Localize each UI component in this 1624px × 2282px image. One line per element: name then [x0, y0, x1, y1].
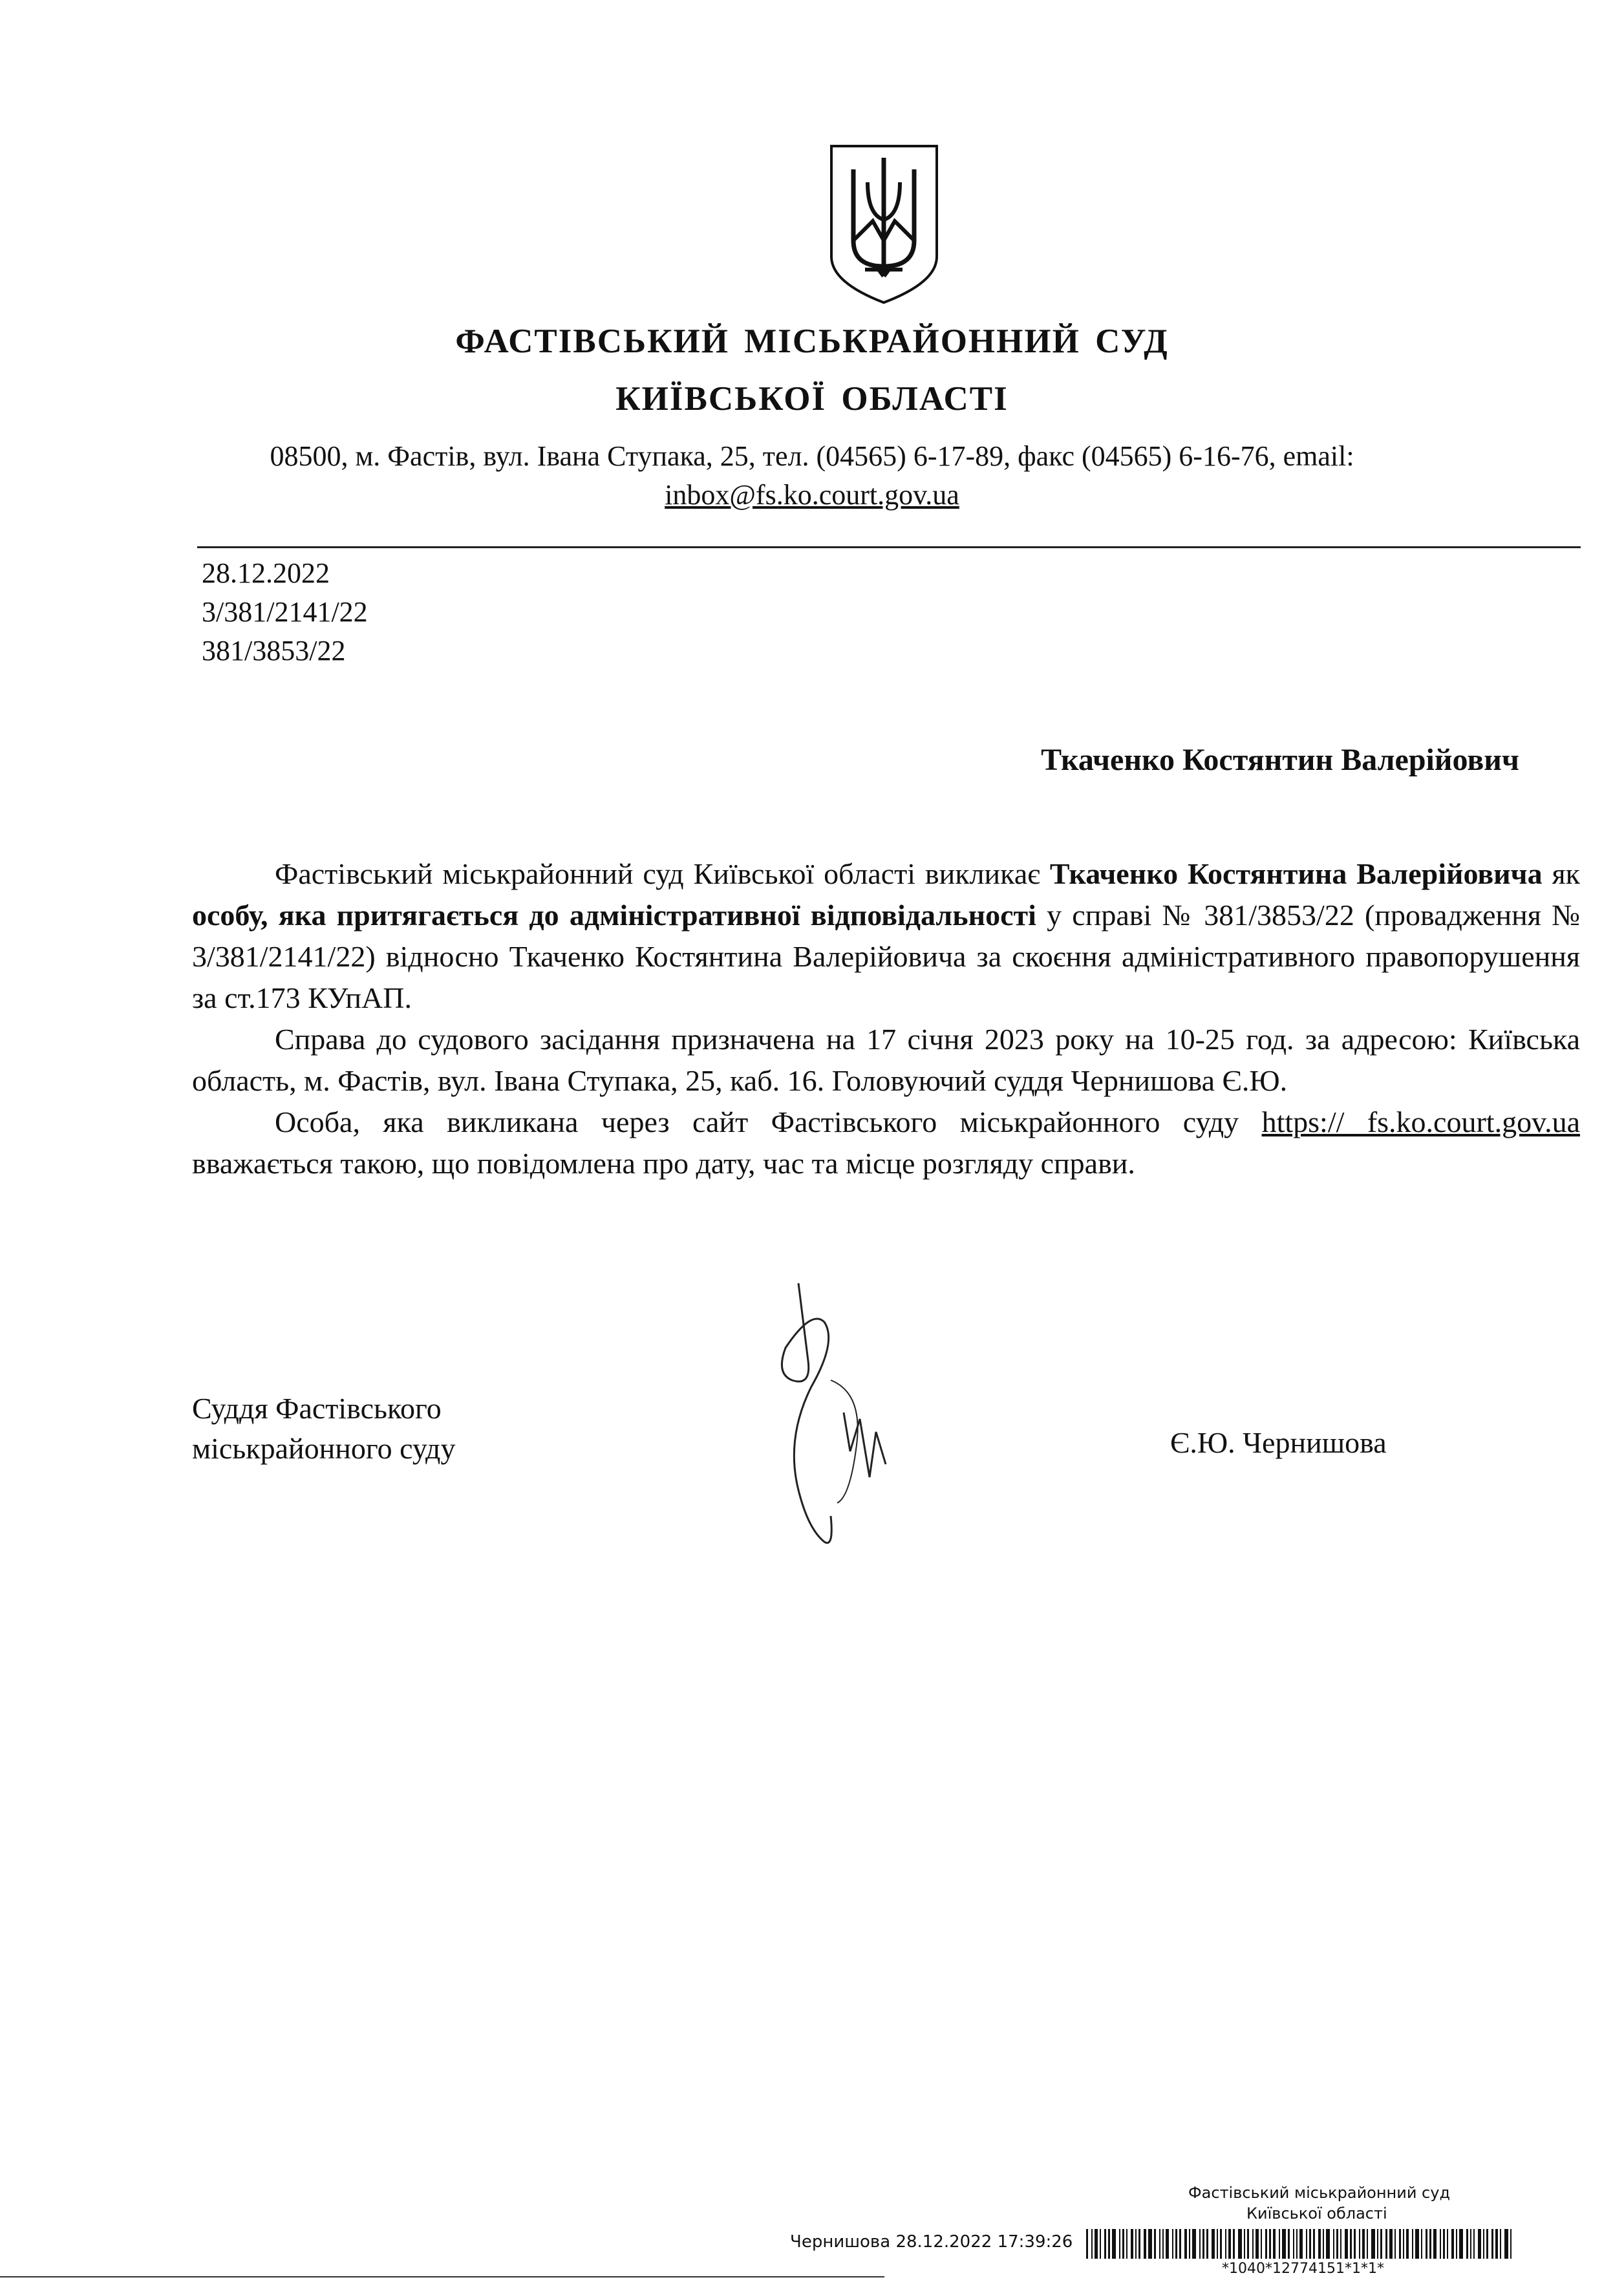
barcode-bar: [1443, 2229, 1445, 2259]
barcode-bar: [1350, 2229, 1352, 2259]
court-name-line1: ФАСТІВСЬКИЙ МІСЬКРАЙОННИЙ СУД: [455, 323, 1169, 360]
barcode-bar: [1510, 2229, 1512, 2259]
judge-title: [192, 1389, 455, 1469]
barcode-bar: [1483, 2229, 1484, 2259]
barcode-bar: [1394, 2229, 1396, 2259]
barcode-bar: [1159, 2229, 1160, 2259]
barcode-bar: [1447, 2229, 1448, 2259]
footer-court-line1: Фастівський міськрайонний суд: [1188, 2184, 1451, 2202]
barcode-bar: [1175, 2229, 1177, 2259]
barcode-bar: [1228, 2229, 1231, 2259]
barcode-bar: [1148, 2229, 1152, 2259]
barcode-bar: [1296, 2229, 1298, 2259]
recipient-name: Ткаченко Костянтин Валерійович: [1041, 743, 1519, 777]
barcode-bar: [1500, 2229, 1501, 2259]
court-address: 08500, м. Фастів, вул. Івана Ступака, 25, тел. (04565) 6-17-89, факс (04565) 6-16-76, email:: [270, 440, 1354, 472]
barcode-bar: [1220, 2229, 1222, 2259]
e-signature-stamp: Чернишова 28.12.2022 17:39:26: [790, 2232, 1073, 2252]
letter-date: 28.12.2022: [202, 557, 330, 589]
barcode-bar: [1456, 2229, 1457, 2259]
p3-text-a: Особа, яка викликана через сайт Фастівського міськрайонного суду: [275, 1105, 1262, 1138]
barcode-bar: [1371, 2229, 1375, 2259]
barcode-bar: [1380, 2229, 1382, 2259]
barcode-bar: [1495, 2229, 1498, 2259]
barcode-bar: [1086, 2229, 1088, 2259]
barcode-bar: [1179, 2229, 1181, 2259]
barcode-bar: [1406, 2229, 1409, 2259]
court-website-link[interactable]: https:// fs.ko.court.gov.ua: [1261, 1105, 1580, 1138]
barcode-bar: [1122, 2229, 1124, 2259]
barcode-bar: [1282, 2229, 1286, 2259]
paragraph-3: [192, 1102, 1580, 1184]
barcode-bar: [1172, 2229, 1173, 2259]
barcode-bar: [1095, 2229, 1098, 2259]
p1-recipient-bold: Ткаченко Костянтина Валерійовича: [1049, 857, 1543, 890]
judge-name: Є.Ю. Чернишова: [1170, 1426, 1387, 1459]
barcode-bar: [1112, 2229, 1116, 2259]
p3-text-b: вважається такою, що повідомлена про дату, час та місце розгляду справи.: [192, 1147, 1135, 1180]
barcode-bar: [1166, 2229, 1169, 2259]
barcode-bar: [1189, 2229, 1190, 2259]
bottom-divider: [0, 2276, 884, 2277]
barcode-bar: [1192, 2229, 1196, 2259]
barcode-bar: [1440, 2229, 1441, 2259]
barcode-bar: [1336, 2229, 1338, 2259]
barcode-bar: [1206, 2229, 1208, 2259]
barcode-bar: [1309, 2229, 1311, 2259]
barcode-bar: [1377, 2229, 1378, 2259]
barcode-bar: [1293, 2229, 1294, 2259]
barcode-bar: [1244, 2229, 1245, 2259]
paragraph-2: Справа до судового засідання призначена на 17 січня 2023 року на 10-25 год. за адресою: Київська область, м. Фастів, вул. Івана Ступака, 25, каб. 16. Головуючий суддя Чернишова Є.Ю.: [192, 1023, 1580, 1097]
paragraph-1: [192, 853, 1580, 1019]
barcode-bar: [1306, 2229, 1307, 2259]
barcode-bar: [1359, 2229, 1360, 2259]
barcode-bar: [1362, 2229, 1365, 2259]
p1-role-bold: особу, яка притягається до адміністративної відповідальності: [192, 899, 1036, 932]
document-barcode: [1086, 2229, 1571, 2259]
barcode-bar: [1138, 2229, 1140, 2259]
barcode-bar: [1399, 2229, 1401, 2259]
barcode-bar: [1466, 2229, 1468, 2259]
email-line: [0, 478, 1624, 511]
barcode-bar: [1385, 2229, 1387, 2259]
email-link[interactable]: inbox@fs.ko.court.gov.ua: [665, 479, 959, 511]
barcode-bar: [1131, 2229, 1133, 2259]
barcode-bar: [1091, 2229, 1093, 2259]
barcode-bar: [1403, 2229, 1404, 2259]
barcode-bar: [1473, 2229, 1475, 2259]
barcode-bar: [1389, 2229, 1393, 2259]
barcode-bar: [1326, 2229, 1330, 2259]
barcode-bar: [1273, 2229, 1276, 2259]
barcode-bar: [1478, 2229, 1481, 2259]
barcode-bar: [1340, 2229, 1341, 2259]
barcode-bar: [1451, 2229, 1454, 2259]
barcode-bar: [1323, 2229, 1324, 2259]
barcode-bar: [1135, 2229, 1137, 2259]
barcode-bar: [1367, 2229, 1368, 2259]
footer-court-line2: Київської області: [1246, 2204, 1387, 2223]
barcode-bar: [1212, 2229, 1215, 2259]
barcode-bar: [1144, 2229, 1146, 2259]
barcode-bar: [1247, 2229, 1249, 2259]
barcode-bar: [1415, 2229, 1419, 2259]
barcode-bar: [1459, 2229, 1463, 2259]
p1-text-a: Фастівський міськрайонний суд Київської області викликає: [275, 857, 1050, 890]
barcode-bar: [1491, 2229, 1493, 2259]
barcode-number: *1040*12774151*1*1*: [1222, 2261, 1384, 2277]
barcode-bar: [1345, 2229, 1348, 2259]
barcode-bar: [1426, 2229, 1427, 2259]
judge-title-line2: міськрайонного суду: [192, 1432, 456, 1465]
barcode-bar: [1313, 2229, 1315, 2259]
barcode-bar: [1238, 2229, 1242, 2259]
proceeding-number: 3/381/2141/22: [202, 596, 368, 628]
barcode-bar: [1252, 2229, 1254, 2259]
barcode-bar: [1202, 2229, 1204, 2259]
barcode-bar: [1154, 2229, 1156, 2259]
summons-body: [192, 853, 1580, 1184]
barcode-bar: [1354, 2229, 1356, 2259]
barcode-bar: [1108, 2229, 1110, 2259]
barcode-bar: [1233, 2229, 1235, 2259]
barcode-bar: [1318, 2229, 1321, 2259]
handwritten-signature: [773, 1283, 908, 1555]
barcode-bar: [1421, 2229, 1422, 2259]
barcode-bar: [1225, 2229, 1226, 2259]
barcode-bar: [1279, 2229, 1280, 2259]
meta-block: [202, 554, 368, 670]
barcode-bar: [1412, 2229, 1413, 2259]
barcode-bar: [1126, 2229, 1127, 2259]
barcode-bar: [1199, 2229, 1201, 2259]
header-divider: [197, 546, 1581, 548]
barcode-bar: [1162, 2229, 1164, 2259]
barcode-bar: [1255, 2229, 1259, 2259]
p1-text-e: у справі № 381/3853/22 (провадження № 3/381/2141/22) відносно Ткаченко Костянтина Валерійовича за скоєння адміністративного правопорушення за ст.173 КУпАП.: [192, 899, 1580, 1014]
barcode-bar: [1333, 2229, 1334, 2259]
barcode-bar: [1269, 2229, 1271, 2259]
barcode-bar: [1470, 2229, 1471, 2259]
barcode-bar: [1104, 2229, 1106, 2259]
barcode-bar: [1288, 2229, 1290, 2259]
coat-of-arms-icon: [828, 144, 941, 305]
barcode-bar: [1265, 2229, 1267, 2259]
barcode-bar: [1217, 2229, 1218, 2259]
judge-title-line1: Суддя Фастівського: [192, 1392, 442, 1425]
barcode-bar: [1433, 2229, 1437, 2259]
barcode-bar: [1299, 2229, 1303, 2259]
barcode-bar: [1504, 2229, 1508, 2259]
barcode-bar: [1261, 2229, 1262, 2259]
barcode-bar: [1184, 2229, 1187, 2259]
court-name-line2: КИЇВСЬКОЇ ОБЛАСТІ: [615, 380, 1009, 418]
barcode-bar: [1486, 2229, 1488, 2259]
case-number: 381/3853/22: [202, 635, 346, 666]
p1-text-c: як: [1542, 857, 1580, 890]
barcode-bar: [1429, 2229, 1431, 2259]
barcode-bar: [1119, 2229, 1120, 2259]
barcode-bar: [1100, 2229, 1101, 2259]
